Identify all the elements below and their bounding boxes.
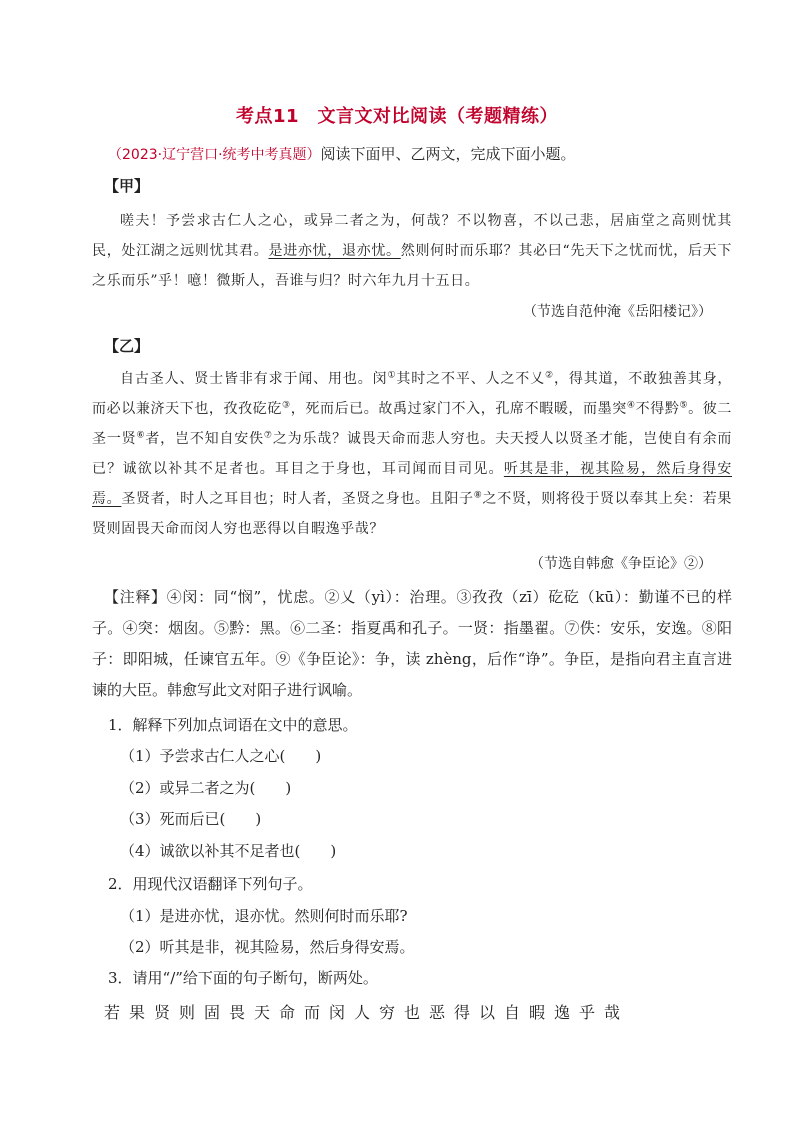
- question-2-item: （1）是进亦忧，退亦忧。然则何时而乐耶?: [120, 907, 408, 925]
- passage-jia-underlined: 是进亦忧，退亦忧。: [268, 243, 401, 259]
- footnote-marker: ③: [282, 400, 291, 411]
- passage-yi-seg8: 之为乐哉？诚畏天命而悲人穷也。夫天授人以贤圣才能，岂使自有余而已？诚欲以补其不足者也。耳目之于身也，耳司闻而目司见。: [92, 431, 732, 477]
- passage-yi-seg3: ，得其道，不敢独善其身，而必以兼济天下也，孜孜矻矻: [92, 371, 733, 417]
- passage-yi-seg5: 不得黔: [635, 401, 680, 417]
- question-1-item: （3）死而后已( ): [120, 810, 262, 828]
- footnote-marker: ①: [387, 370, 397, 381]
- question-1-item: （2）或异二者之为( ): [120, 779, 292, 797]
- question-source-line: [108, 143, 576, 164]
- footnote-marker: ②: [545, 370, 554, 381]
- question-2-item: （2）听其是非，视其险易，然后身得安焉。: [120, 938, 415, 956]
- passage-yi-seg7: 者，岂不知自安佚: [145, 431, 264, 447]
- passage-yi-seg6: 。彼二圣一贤: [92, 401, 732, 447]
- passage-jia-citation: （节选自范仲淹《岳阳楼记》）: [523, 304, 712, 320]
- question-1-prompt: 1．解释下列加点词语在文中的意思。: [108, 716, 358, 734]
- passage-yi-seg1: 自古圣人、贤士皆非有求于闻、用也。闵: [120, 371, 388, 387]
- footnote-marker: ④: [626, 400, 636, 411]
- passage-jia-part-b: 然则何时而乐耶？其必曰“先天下之忧而忧，后天下之乐而乐”乎！噫！微斯人，吾谁与归？时六年九月十五日。: [92, 243, 732, 289]
- passage-yi-citation: （节选自韩愈《争臣论》②）: [530, 556, 712, 572]
- footnote-marker: ⑦: [263, 430, 273, 441]
- annotation-notes: 【注释】④闵：同“悯”，忧虑。②乂（yì）：治理。③孜孜（zī）矻矻（kū）：勤谨不已的样子。④突：烟囱。⑤黔：黑。⑥二圣：指夏禹和孔子。一贤：指墨翟。⑦佚：安乐，安逸。⑧阳子：即阳城，任谏官五年。⑨《争臣论》：争，读 zhèng，后作“诤”。争臣，是指向君主直言进谏的大臣。韩愈写此文对阳子进行讽喻。: [92, 588, 732, 699]
- passage-yi-seg9: 圣贤者，时人之耳目也；时人者，圣贤之身也。且阳子: [121, 491, 474, 507]
- footnote-marker: ⑧: [473, 490, 483, 501]
- passage-yi-text: [92, 364, 732, 544]
- passage-yi-seg4: ，死而后已。故禹过家门不入，孔席不暇暖，而墨突: [290, 401, 627, 417]
- question-1-item: （4）诚欲以补其不足者也( ): [120, 842, 337, 860]
- passage-yi-underlined: 听其是非，视其险易，然后身得安焉。: [92, 461, 733, 507]
- exam-source-tag: （2023·辽宁营口·统考中考真题）: [108, 147, 321, 163]
- question-2-prompt: 2．用现代汉语翻译下列句子。: [108, 875, 313, 893]
- footnote-marker: ⑤: [679, 400, 689, 411]
- passage-yi-seg2: 其时之不平、人之不乂: [396, 371, 546, 387]
- passage-yi-seg10: 之不贤，则将役于贤以奉其上矣：若果贤则固畏天命而闵人穷也恶得以自暇逸乎哉？: [92, 491, 733, 537]
- question-3-sentence: 若果贤则固畏天命而闵人穷也恶得以自暇逸乎哉: [104, 1003, 630, 1022]
- reading-instruction: 阅读下面甲、乙两文，完成下面小题。: [320, 145, 576, 163]
- passage-jia-text: [92, 206, 732, 296]
- passage-yi-label: 【乙】: [104, 337, 150, 355]
- question-1-item: （1）予尝求古仁人之心( ): [120, 747, 322, 765]
- question-3-prompt: 3．请用“/”给下面的句子断句，断两处。: [108, 969, 378, 987]
- passage-jia-label: 【甲】: [104, 177, 150, 195]
- passage-jia-part-a: 嗟夫！予尝求古仁人之心，或异二者之为，何哉？不以物喜，不以己悲，居庙堂之高则忧其民，处江湖之远则忧其君。: [92, 213, 732, 259]
- page-title: 考点11 文言文对比阅读（考题精练）: [235, 106, 559, 127]
- footnote-marker: ⑥: [136, 430, 146, 441]
